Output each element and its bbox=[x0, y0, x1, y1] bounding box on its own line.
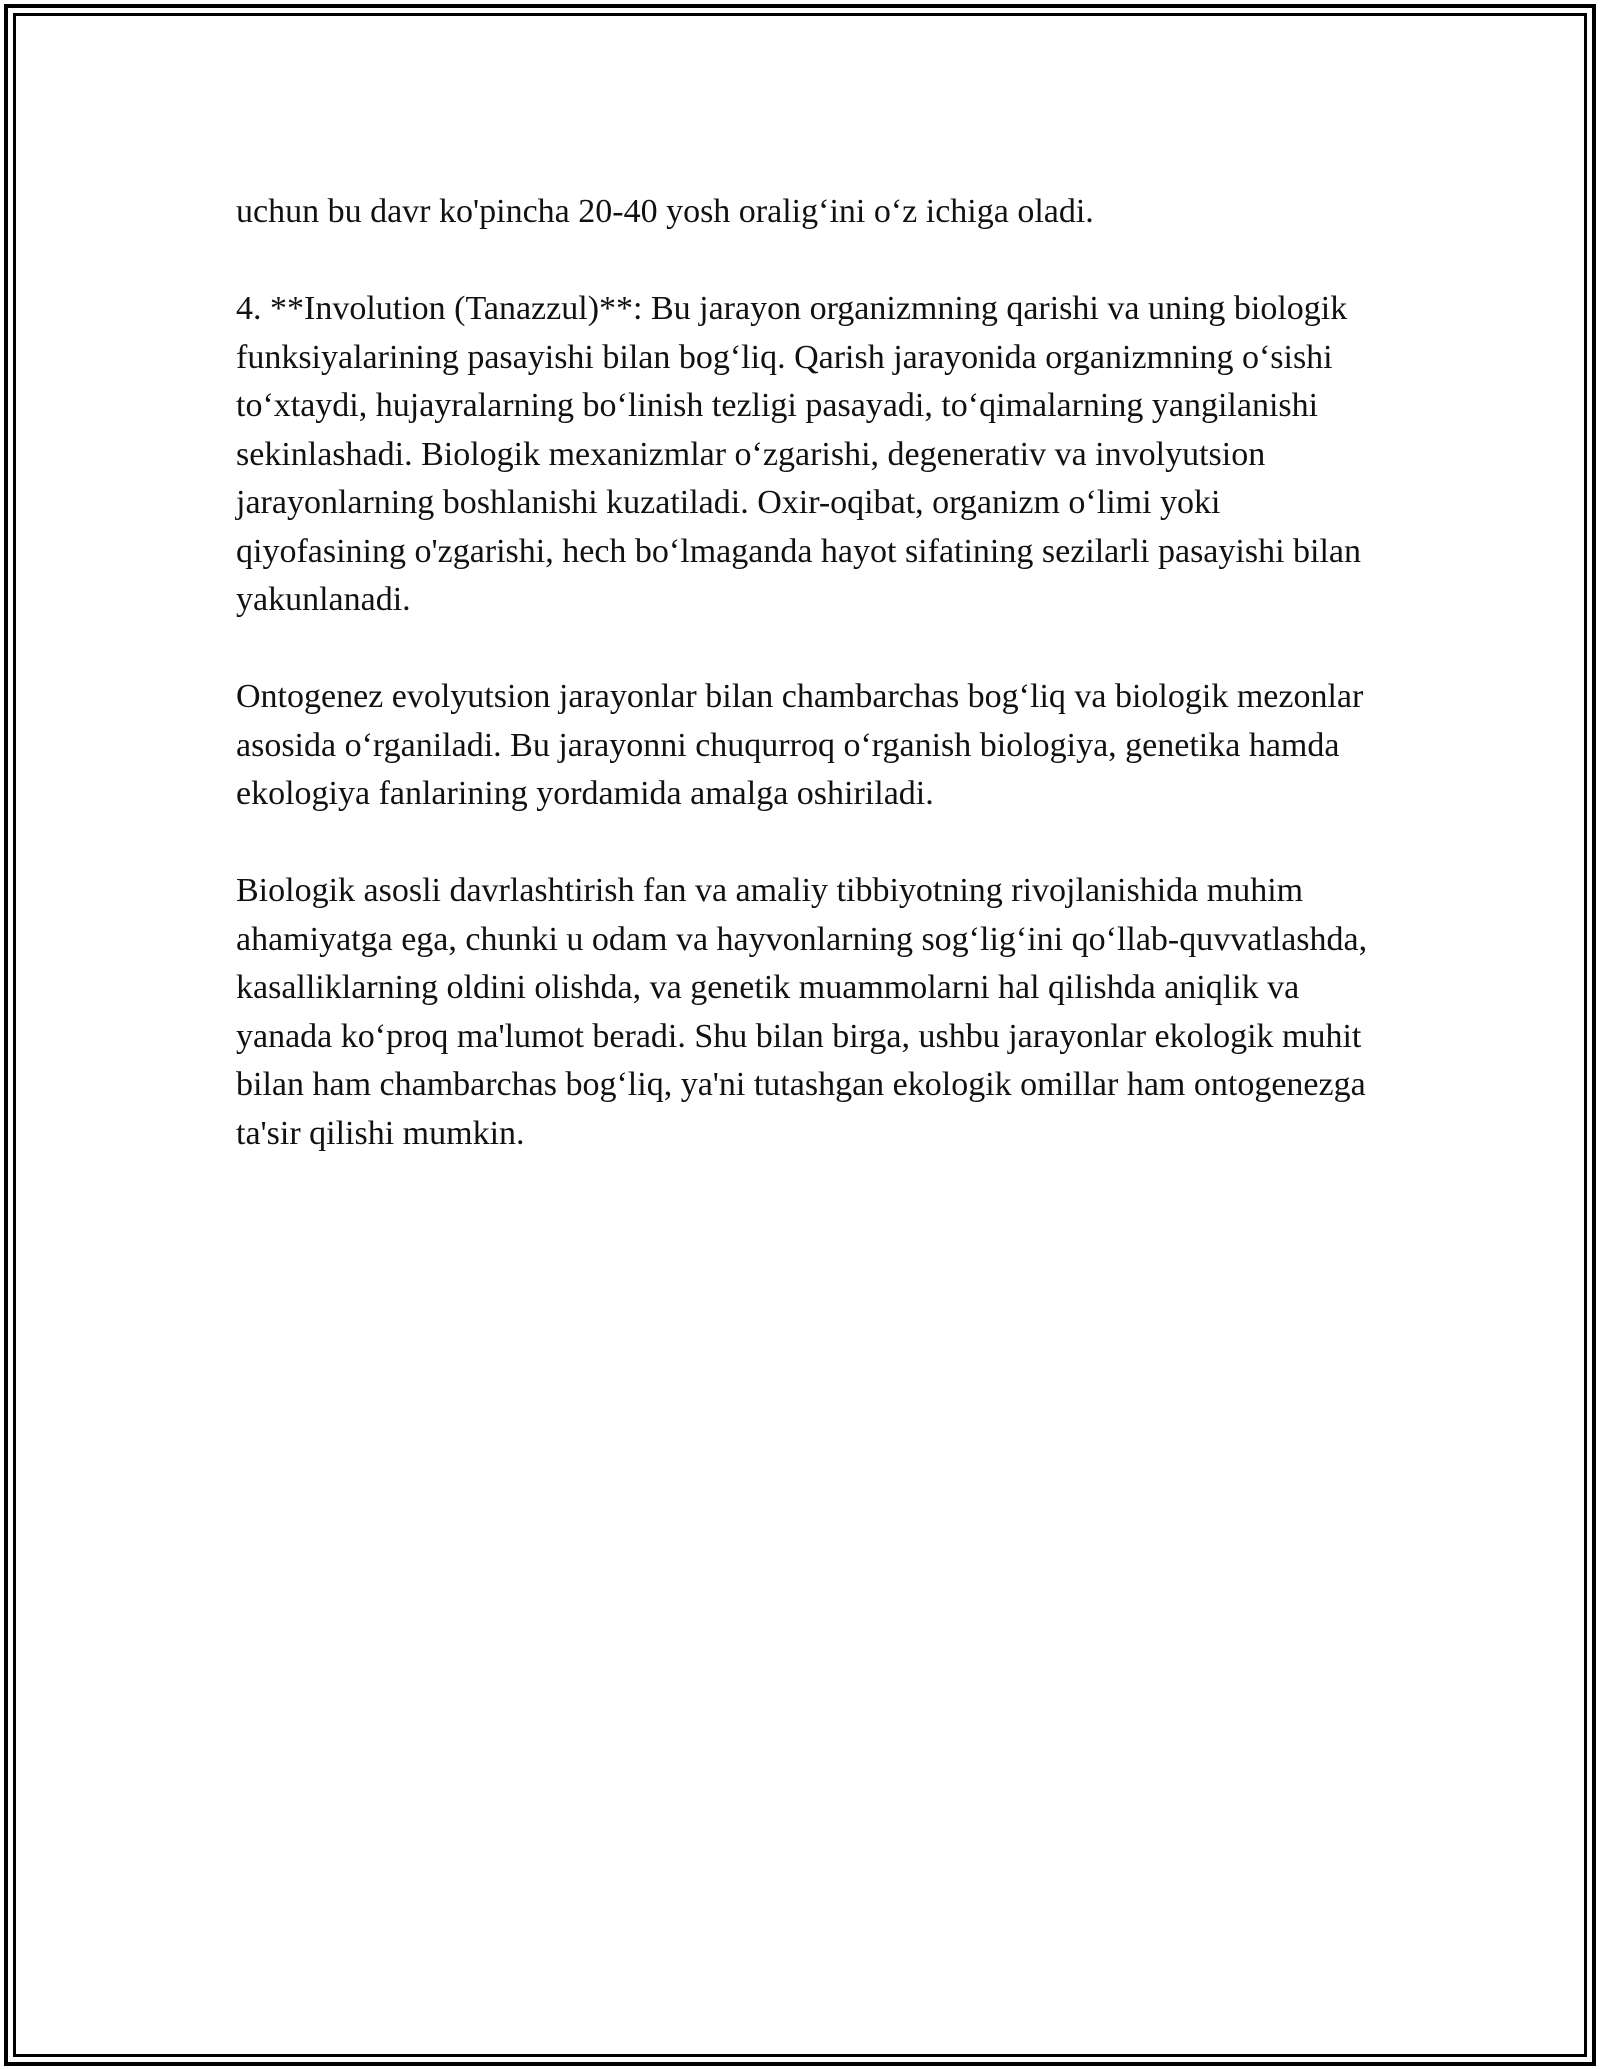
paragraph-continuation: uchun bu davr ko'pincha 20-40 yosh oralig‘ini o‘z ichiga oladi. bbox=[236, 193, 1094, 230]
paragraph-involution: 4. **Involution (Tanazzul)**: Bu jarayon organizmning qarishi va uning biologik funksiyalarining pasayishi bilan bog‘liq. Qarish jarayonida organizmning o‘sishi to‘xtaydi, hujayralarning bo‘linish tezligi pasayadi, to‘qimalarning yangilanishi sekinlashadi. Biologik mexanizmlar o‘zgarishi, degenerativ va involyutsion jarayonlarning boshlanishi kuzatiladi. Oxir-oqibat, organizm o‘limi yoki qiyofasining o'zgarishi, hech bo‘lmaganda hayot sifatining sezilarli pasayishi bilan yakunlanadi. bbox=[236, 290, 1362, 618]
paragraph-ontogenez: Ontogenez evolyutsion jarayonlar bilan chambarchas bog‘liq va biologik mezonlar asosida o‘rganiladi. Bu jarayonni chuqurroq o‘rganish biologiya, genetika hamda ekologiya fanlarining yordamida amalga oshiriladi. bbox=[236, 678, 1364, 812]
paragraph-biologik-davrlashtirish: Biologik asosli davrlashtirish fan va amaliy tibbiyotning rivojlanishida muhim ahamiyatga ega, chunki u odam va hayvonlarning sog‘lig‘ini qo‘llab-quvvatlashda, kasalliklarning oldini olishda, va genetik muammolarni hal qilishda aniqlik va yanada ko‘proq ma'lumot beradi. Shu bilan birga, ushbu jarayonlar ekologik muhit bilan ham chambarchas bog‘liq, ya'ni tutashgan ekologik omillar ham ontogenezga ta'sir qilishi mumkin. bbox=[236, 872, 1368, 1152]
document-body bbox=[236, 188, 1376, 1158]
